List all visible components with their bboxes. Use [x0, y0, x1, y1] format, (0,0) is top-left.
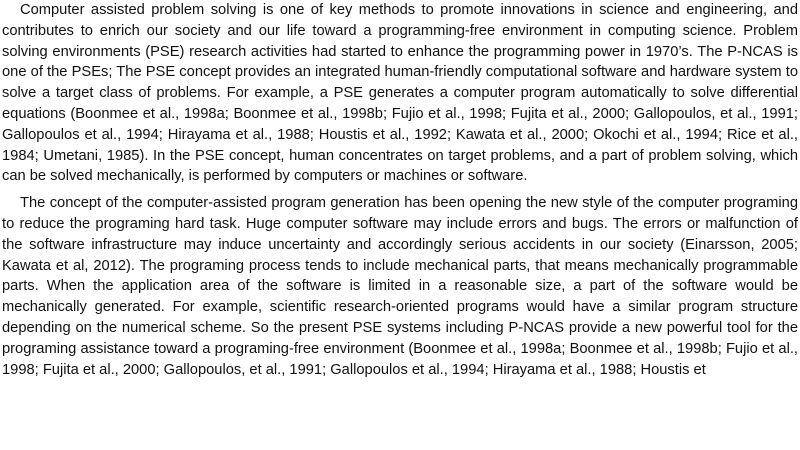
body-paragraph-2: The concept of the computer-assisted program generation has been opening the new style of the computer programing to reduce the programing hard task. Huge computer software may include errors and bugs. The errors or malfunction of the software infrastructure may induce uncertainty and accordingly serious accidents in our society (Einarsson, 2005; Kawata et al, 2012). The programing process tends to include mechanical parts, that means mechanically programmable parts. When the application area of the software is limited in a reasonable size, a part of the software would be mechanically generated. For example, scientific research-oriented programs would have a similar program structure depending on the numerical scheme. So the present PSE systems including P-NCAS provide a new powerful tool for the programing assistance toward a programing-free environment (Boonmee et al., 1998a; Boonmee et al., 1998b; Fujio et al., 1998; Fujita et al., 2000; Gallopoulos, et al., 1991; Gallopoulos et al., 1994; Hirayama et al., 1988; Houstis et: [2, 195, 798, 378]
body-paragraph-1: Computer assisted problem solving is one of key methods to promote innovations in science and engineering, and contributes to enrich our society and our life toward a programming-free environment in computing science. Problem solving environments (PSE) research activities had started to enhance the programming power in 1970’s. The P-NCAS is one of the PSEs; The PSE concept provides an integrated human-friendly computational software and hardware system to solve a target class of problems. For example, a PSE generates a computer program automatically to solve differential equations (Boonmee et al., 1998a; Boonmee et al., 1998b; Fujio et al., 1998; Fujita et al., 2000; Gallopoulos, et al., 1991; Gallopoulos et al., 1994; Hirayama et al., 1988; Houstis et al., 1992; Kawata et al., 2000; Okochi et al., 1994; Rice et al., 1984; Umetani, 1985). In the PSE concept, human concentrates on target problems, and a part of problem solving, which can be solved mechanically, is performed by computers or machines or software.: [2, 2, 798, 185]
